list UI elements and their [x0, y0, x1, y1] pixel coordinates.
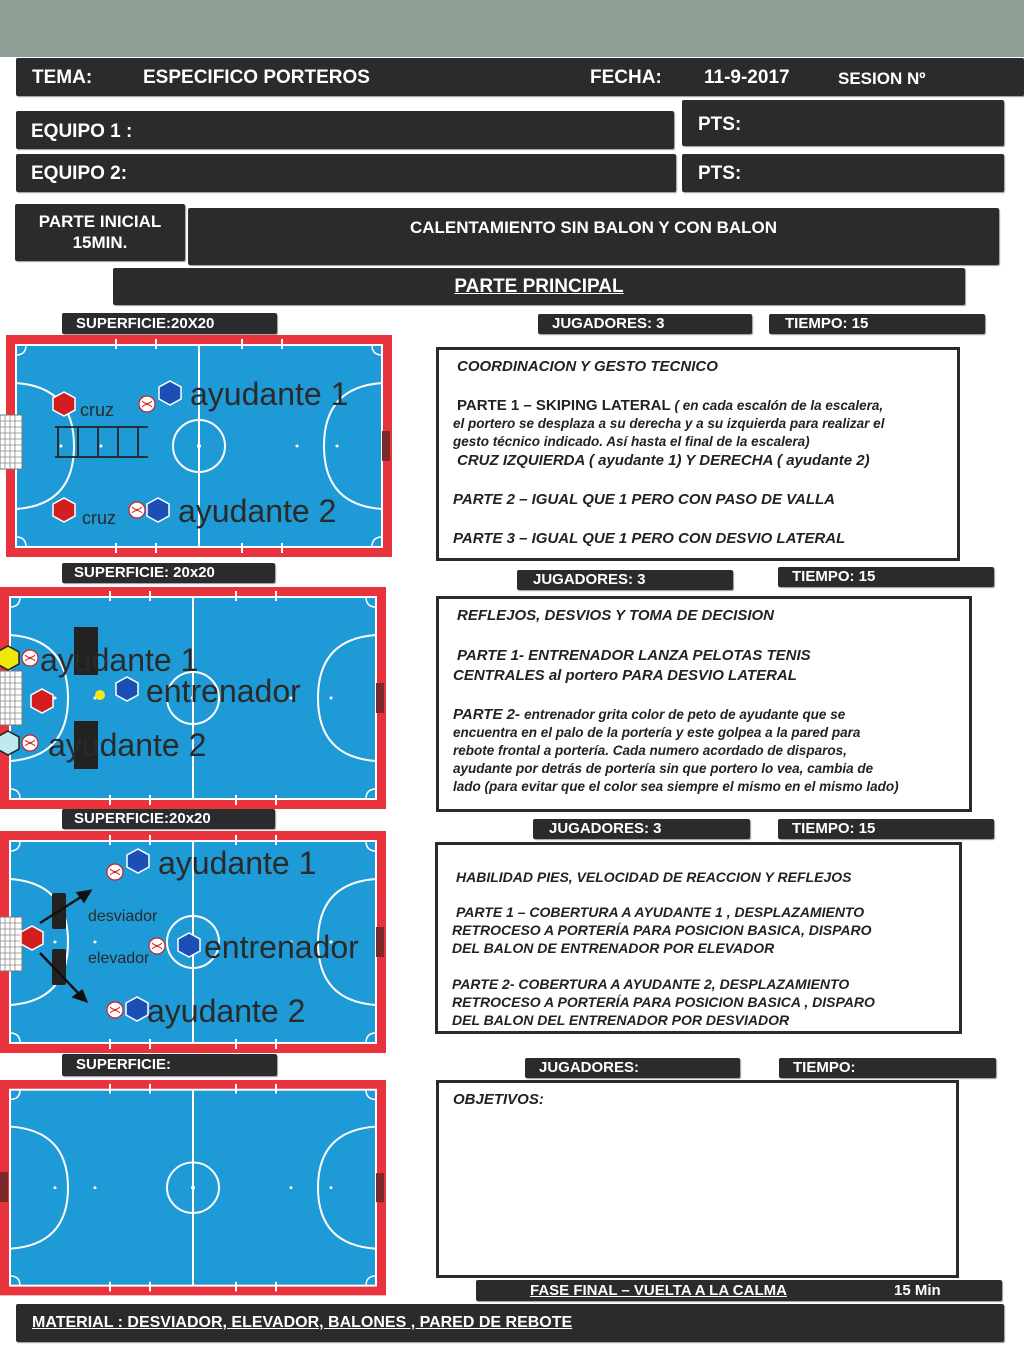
parte-principal-bar [113, 268, 965, 305]
jugadores-label-2: JUGADORES: 3 [533, 571, 646, 588]
desc1-line5: CRUZ IZQUIERDA ( ayudante 1) Y DERECHA ( ayudante 2) [457, 452, 870, 469]
jugadores-label-4: JUGADORES: [539, 1059, 640, 1076]
desc2-line7: ayudante por detrás de portería sin que portero lo vea, cambia de [453, 761, 874, 776]
ayudante1-label: ayudante 1 [190, 376, 349, 412]
equipo2-label: EQUIPO 2: [31, 163, 128, 184]
goalkeeper-marker-icon [21, 926, 43, 950]
desc3-line2: RETROCESO A PORTERÍA PARA POSICION BASICA, DISPARO [452, 922, 872, 938]
tiempo-label-2: TIEMPO: 15 [792, 568, 876, 585]
jugadores-bar-4 [525, 1058, 740, 1078]
objetivos-box [436, 1080, 959, 1278]
header-tema-bar [16, 58, 1024, 96]
ball-icon [22, 650, 38, 666]
ayudante1-label-2: ayudante 1 [40, 642, 199, 678]
top-decorative-strip [0, 0, 1024, 57]
desc1-line4: gesto técnico indicado. Así hasta el final de la escalera) [453, 434, 810, 449]
equipo2-bar [16, 154, 676, 192]
entrenador-label-2: entrenador [146, 673, 301, 709]
court-diagram-1 [0, 335, 395, 559]
yellow-helper-icon [0, 646, 19, 670]
court-diagram-4 [0, 1080, 395, 1296]
elevador-label: elevador [88, 950, 150, 967]
helper-marker-icon [147, 498, 169, 522]
ayudante2-label-3: ayudante 2 [147, 993, 306, 1029]
tiempo-bar-2 [778, 567, 994, 587]
tiempo-label-4: TIEMPO: [793, 1059, 856, 1076]
parte-inicial-bar [15, 204, 185, 261]
sesion-label: SESION Nº [838, 69, 926, 88]
ball-icon [129, 502, 145, 518]
tema-label: TEMA: [32, 67, 93, 88]
tiempo-bar-4 [779, 1058, 996, 1078]
superficie-bar-1 [62, 313, 277, 334]
ball-icon [107, 864, 123, 880]
pts2-label: PTS: [698, 163, 742, 184]
desc3-line4: PARTE 2- COBERTURA A AYUDANTE 2, DESPLAZAMIENTO [452, 976, 850, 992]
court-diagram-3 [0, 831, 395, 1055]
tiempo-label-3: TIEMPO: 15 [792, 820, 876, 837]
ball-icon [149, 938, 165, 954]
goal-icon [0, 415, 22, 469]
equipo1-bar [16, 111, 674, 149]
ayudante2-label: ayudante 2 [178, 493, 337, 529]
desc3-line6: DEL BALON DEL ENTRENADOR POR DESVIADOR [452, 1012, 790, 1028]
desc2-title: REFLEJOS, DESVIOS Y TOMA DE DECISION [457, 607, 775, 624]
superficie-label-3: SUPERFICIE:20x20 [74, 810, 211, 827]
objetivos-label: OBJETIVOS: [453, 1091, 544, 1108]
jugadores-bar-3 [533, 819, 750, 839]
parte-inicial-label: PARTE INICIAL [38, 212, 162, 231]
jugadores-bar-2 [517, 570, 733, 590]
material-label: MATERIAL : DESVIADOR, ELEVADOR, BALONES , PARED DE REBOTE [32, 1314, 573, 1331]
goal-icon [0, 917, 22, 971]
desc3-line3: DEL BALON DE ENTRENADOR POR ELEVADOR [452, 940, 775, 956]
description-box-2 [436, 596, 972, 812]
superficie-label-4: SUPERFICIE: [76, 1056, 172, 1073]
tennis-ball-icon [95, 690, 105, 700]
cruz-label-2: cruz [82, 508, 117, 528]
superficie-bar-3 [62, 809, 275, 829]
desc2-parte2: PARTE 2- entrenador grita color de peto de ayudante que se [453, 706, 846, 723]
fase-final-bar [476, 1280, 1002, 1301]
superficie-bar-2 [62, 563, 275, 583]
goalkeeper-marker-icon [53, 498, 75, 522]
desc1-line7: PARTE 3 – IGUAL QUE 1 PERO CON DESVIO LATERAL [453, 530, 846, 547]
parte-inicial-time: 15MIN. [72, 233, 128, 252]
description-box-1 [436, 347, 960, 561]
desc1-title: COORDINACION Y GESTO TECNICO [457, 358, 718, 375]
superficie-label-2: SUPERFICIE: 20x20 [74, 564, 215, 581]
entrenador-label-3: entrenador [204, 929, 359, 965]
fecha-label: FECHA: [590, 67, 662, 88]
superficie-label-1: SUPERFICIE:20X20 [76, 315, 215, 332]
fecha-value: 11-9-2017 [704, 67, 790, 88]
tiempo-bar-3 [778, 819, 994, 839]
ball-icon [22, 735, 38, 751]
pts2-bar [682, 154, 1004, 192]
fase-final-time: 15 Min [894, 1282, 941, 1299]
desc1-line3: el portero se desplaza a su derecha y a su izquierda para realizar el [453, 416, 885, 431]
helper-marker-icon [159, 381, 181, 405]
desviador-label: desviador [88, 908, 158, 925]
desc3-title: HABILIDAD PIES, VELOCIDAD DE REACCION Y REFLEJOS [456, 869, 852, 885]
tiempo-bar-1 [769, 314, 985, 334]
jugadores-label-3: JUGADORES: 3 [549, 820, 662, 837]
goalkeeper-marker-icon [53, 392, 75, 416]
tema-value: ESPECIFICO PORTEROS [143, 67, 370, 88]
calentamiento-label: CALENTAMIENTO SIN BALON Y CON BALON [409, 218, 778, 237]
desc2-line8: lado (para evitar que el color sea siempre el mismo en el mismo lado) [453, 779, 899, 794]
ball-icon [107, 1002, 123, 1018]
calentamiento-bar [188, 208, 999, 265]
jugadores-label-1: JUGADORES: 3 [552, 315, 665, 332]
ball-icon [139, 396, 155, 412]
pts1-label: PTS: [698, 114, 742, 135]
desc1-parte1: PARTE 1 – SKIPING LATERAL ( en cada escalón de la escalera, [457, 397, 884, 414]
material-bar [16, 1304, 1004, 1342]
desc1-line6: PARTE 2 – IGUAL QUE 1 PERO CON PASO DE VALLA [453, 491, 836, 508]
helper-marker-icon [126, 997, 148, 1021]
coach-marker-icon [116, 677, 138, 701]
helper-marker-icon [127, 849, 149, 873]
goal-icon [0, 671, 22, 725]
ayudante1-label-3: ayudante 1 [158, 845, 317, 881]
court-diagram-2 [0, 585, 395, 809]
cyan-helper-icon [0, 731, 19, 755]
parte-principal-label: PARTE PRINCIPAL [454, 276, 624, 297]
equipo1-label: EQUIPO 1 : [31, 121, 133, 142]
desc2-line2: CENTRALES al portero PARA DESVIO LATERAL [453, 667, 797, 684]
desc2-line5: encuentra en el palo de la portería y este golpea a la pared para [453, 725, 861, 740]
superficie-bar-4 [62, 1054, 277, 1076]
desc2-line1: PARTE 1- ENTRENADOR LANZA PELOTAS TENIS [457, 647, 811, 664]
jugadores-bar-1 [538, 314, 752, 334]
desc2-line6: rebote frontal a portería. Cada numero acordado de disparos, [453, 743, 847, 758]
pts1-bar [682, 100, 1004, 146]
coach-marker-icon [178, 933, 200, 957]
desc3-line5: RETROCESO A PORTERÍA PARA POSICION BASICA , DISPARO [452, 994, 875, 1010]
description-box-3 [435, 842, 962, 1034]
goalkeeper-marker-icon [31, 689, 53, 713]
ayudante2-label-2: ayudante 2 [48, 727, 207, 763]
desc3-line1: PARTE 1 – COBERTURA A AYUDANTE 1 , DESPLAZAMIENTO [456, 904, 865, 920]
tiempo-label-1: TIEMPO: 15 [785, 315, 869, 332]
fase-final-label: FASE FINAL – VUELTA A LA CALMA [530, 1282, 787, 1299]
cruz-label-1: cruz [80, 400, 115, 420]
